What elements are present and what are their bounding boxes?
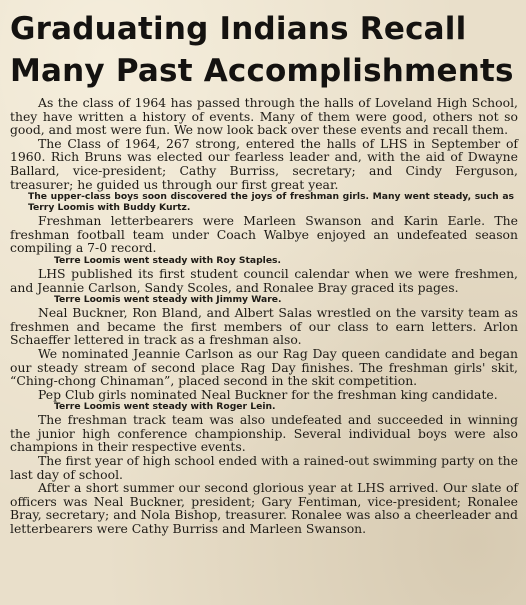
article-paragraph: Pep Club girls nominated Neal Buckner for the freshman king candidate.: [38, 386, 498, 402]
headline-line-2: Many Past Accomplishments: [10, 53, 514, 89]
article-paragraph: The first year of high school ended with a rained-out swimming party on the last day of school.: [10, 453, 518, 482]
article-paragraph: Freshman letterbearers were Marleen Swanson and Karin Earle. The freshman football team under Coach Walbye enjoyed an undefeated season compiling a 7-0 record.: [10, 213, 518, 256]
gossip-note: The upper-class boys soon discovered the joys of freshman girls. Many went steady, such as Terry Loomis with Buddy Kurtz.: [28, 191, 514, 214]
gossip-note: Terre Loomis went steady with Roger Lein.: [54, 401, 276, 413]
article-paragraph: The Class of 1964, 267 strong, entered the halls of LHS in September of 1960. Rich Bruns was elected our fearless leader and, with the aid of Dwayne Ballard, vice-president; Cathy Burriss, secretary; and Cindy Ferguson, treasurer; he guided us through our first great year.: [10, 135, 518, 192]
article-paragraph: As the class of 1964 has passed through the halls of Loveland High School, they have written a history of events. Many of them were good, others not so good, and most were fun. We now look back over these events and recall them.: [10, 95, 518, 138]
article-paragraph: We nominated Jeannie Carlson as our Rag Day queen candidate and began our steady stream of second place Rag Day finishes. The freshman girls' skit, “Ching-chong Chinaman”, placed second in the skit competition.: [10, 345, 518, 389]
article-paragraph: The freshman track team was also undefeated and succeeded in winning the junior high conference championship. Several individual boys were also champions in their respective events.: [10, 412, 518, 455]
headline-line-1: Graduating Indians Recall: [10, 11, 467, 47]
article-paragraph: After a short summer our second glorious year at LHS arrived. Our slate of officers was Neal Buckner, president; Gary Fentiman, vice-president; Ronalee Bray, secretary; and Nola Bishop, treasurer. Ronalee was also a cheerleader and letterbearers were Cathy Burriss and Marleen Swanson.: [10, 480, 518, 537]
gossip-note: Terre Loomis went steady with Roy Staples.: [54, 254, 282, 266]
article-body: [10, 96, 518, 536]
article-paragraph: Neal Buckner, Ron Bland, and Albert Salas wrestled on the varsity team as freshmen and became the first members of our class to earn letters. Arlon Schaeffer lettered in track as a freshman also.: [10, 305, 518, 348]
gossip-note: Terre Loomis went steady with Jimmy Ware.: [54, 294, 282, 306]
headline: [10, 8, 518, 92]
article-paragraph: LHS published its first student council calendar when we were freshmen, and Jeannie Carlson, Sandy Scoles, and Ronalee Bray graced its pages.: [10, 265, 518, 295]
